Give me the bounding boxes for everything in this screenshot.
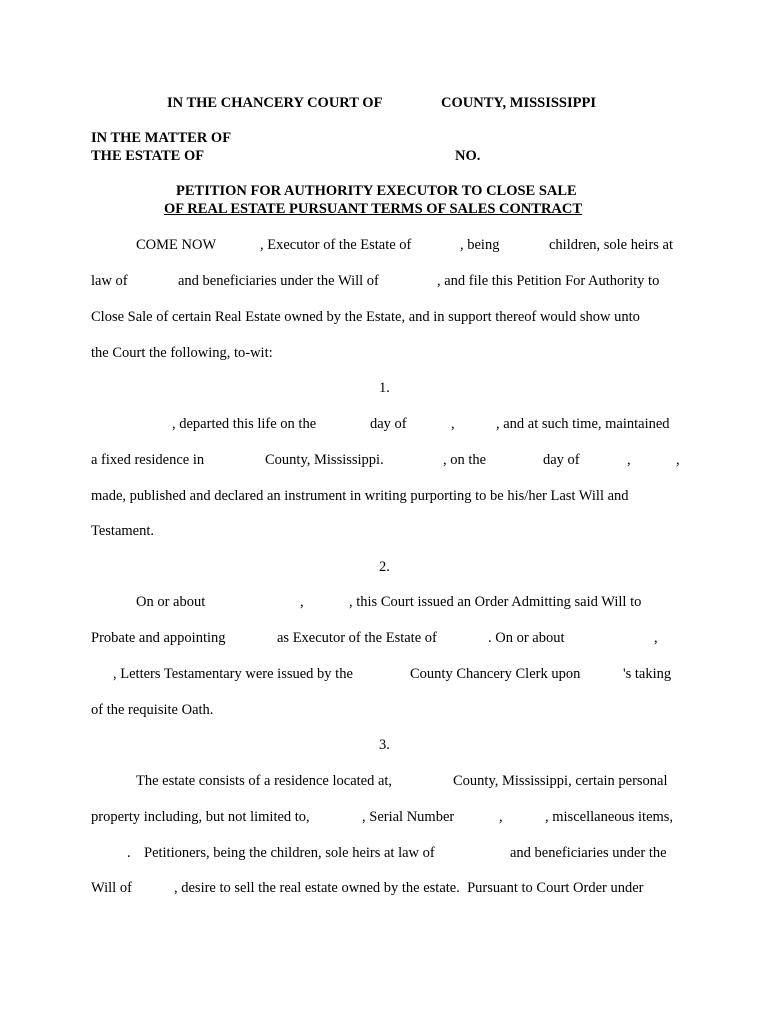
section-1-text: , (676, 452, 680, 468)
intro-text: Close Sale of certain Real Estate owned by the Estate, and in support thereof would show unto (91, 309, 640, 325)
section-1-text: , (451, 416, 455, 432)
section-2-text: , Letters Testamentary were issued by the (113, 666, 353, 682)
section-3-text: Will of (91, 880, 132, 896)
section-2-text: . On or about (488, 630, 565, 646)
intro-text: and beneficiaries under the Will of (178, 273, 379, 289)
section-2-text: 's taking (623, 666, 672, 682)
section-1-text: a fixed residence in (91, 452, 205, 468)
section-1-text: , and at such time, maintained (496, 416, 670, 432)
section-3-text: and beneficiaries under the (510, 845, 667, 861)
section-2-text: of the requisite Oath. (91, 702, 214, 718)
section-3-text: , miscellaneous items, (545, 809, 674, 825)
section-2-text: , (300, 594, 304, 610)
section-2-text: On or about (136, 594, 206, 610)
section-3-text: , desire to sell the real estate owned by the estate. Pursuant to Court Order under (174, 880, 644, 896)
section-3-text: County, Mississippi, certain personal (453, 773, 668, 789)
intro-text: COME NOW (136, 237, 217, 253)
section-1-text: , (627, 452, 631, 468)
section-2-text: County Chancery Clerk upon (410, 666, 581, 682)
section-3-text: Petitioners, being the children, sole heirs at law of (144, 845, 435, 861)
petition-title-line-2: OF REAL ESTATE PURSUANT TERMS OF SALES CONTRACT (164, 201, 583, 217)
section-3-text: , Serial Number (362, 809, 455, 825)
court-heading-left: IN THE CHANCERY COURT OF (167, 95, 383, 111)
intro-text: , being (460, 237, 500, 253)
section-1-text: , departed this life on the (172, 416, 317, 432)
section-1-text: Testament. (91, 523, 155, 539)
section-1-text: day of (370, 416, 407, 432)
intro-text: , Executor of the Estate of (260, 237, 412, 253)
matter-line-1: IN THE MATTER OF (91, 130, 232, 146)
section-3-text: The estate consists of a residence located at, (136, 773, 393, 789)
intro-text: children, sole heirs at (549, 237, 674, 253)
intro-text: law of (91, 273, 128, 289)
section-3-text: property including, but not limited to, (91, 809, 310, 825)
matter-line-2: THE ESTATE OF (91, 148, 205, 164)
case-number-label: NO. (455, 148, 481, 164)
section-number: 3. (379, 737, 390, 753)
section-2-text: , this Court issued an Order Admitting said Will to (349, 594, 642, 610)
section-3-text: . (127, 845, 131, 861)
intro-text: the Court the following, to-wit: (91, 345, 273, 361)
section-2-text: Probate and appointing (91, 630, 226, 646)
section-2-text: as Executor of the Estate of (277, 630, 437, 646)
section-1-text: day of (543, 452, 580, 468)
section-number: 1. (379, 380, 390, 396)
section-3-text: , (499, 809, 503, 825)
court-heading-right: COUNTY, MISSISSIPPI (441, 95, 596, 111)
section-1-text: made, published and declared an instrument in writing purporting to be his/her Last Will and (91, 488, 629, 504)
section-1-text: County, Mississippi. (265, 452, 384, 468)
section-2-text: , (654, 630, 658, 646)
section-number: 2. (379, 559, 390, 575)
section-1-text: , on the (443, 452, 487, 468)
intro-text: , and file this Petition For Authority to (437, 273, 660, 289)
petition-title-line-1: PETITION FOR AUTHORITY EXECUTOR TO CLOSE SALE (176, 183, 577, 199)
